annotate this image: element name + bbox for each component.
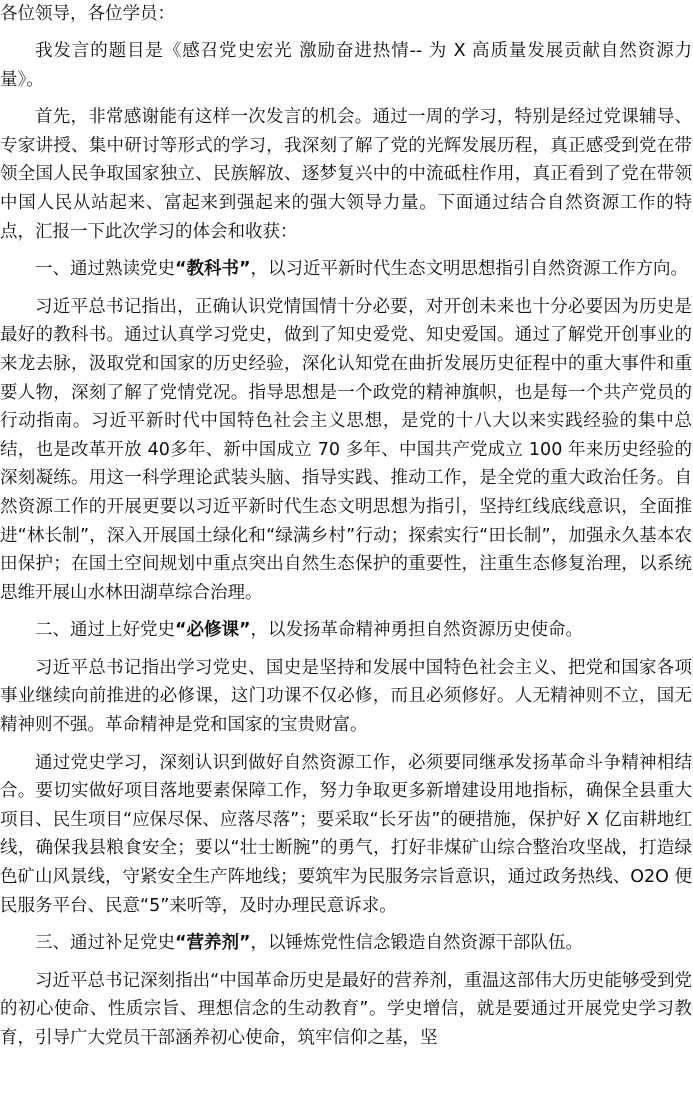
section-1-paragraph: 习近平总书记指出，正确认识党情国情十分必要，对开创未来也十分必要因为历史是最好的教科书。通过认真学习党史，做到了知史爱党、知史爱国。通过了解党开创事业的来龙去脉，汲取党和国家的历史经验，深化认知党在曲折发展历史征程中的重大事件和重要人物，深刻了解了党情党况。指导思想是一个政党的精神旗帜，也是每一个共产党员的行动指南。习近平新时代中国特色社会主义思想，是党的十八大以来实践经验的集中总结，也是改革开放 40多年、新中国成立 70 多年、中国共产党成立 100 年来历史经验的深刻凝练。用这一科学理论武装头脑、指导实践、推动工作，是全党的重大政治任务。自然资源工作的开展更要以习近平新时代生态文明思想为指引，坚持红线底线意识，全面推进“林长制”，深入开展国土绿化和“绿满乡村”行动；探索实行“田长制”，加强永久基本农田保护；在国土空间规划中重点突出自然生态保护的重要性，注重生态修复治理，以系统思维开展山水林田湖草综合治理。 (0, 296, 692, 603)
section-3-paragraph: 习近平总书记深刻指出“中国革命历史是最好的营养剂，重温这部伟大历史能够受到党的初心使命、性质宗旨、理想信念的生动教育”。学史增信，就是要通过开展党史学习教育，引导广大党员干部涵养初心使命，筑牢信仰之基，坚 (0, 970, 692, 1048)
section-1-heading-post: ，以习近平新时代生态文明思想指引自然资源工作方向。 (250, 259, 689, 280)
section-1-heading-pre: 一、通过熟读党史 (35, 259, 175, 280)
section-3-heading-pre: 三、通过补足党史 (35, 933, 175, 954)
section-1-heading-keyword: “教科书” (175, 259, 251, 280)
section-2-heading-keyword: “必修课” (175, 620, 251, 641)
section-3-heading (0, 929, 692, 958)
opening-paragraph: 首先，非常感谢能有这样一次发言的机会。通过一周的学习，特别是经过党课辅导、专家讲授、集中研讨等形式的学习，我深刻了解了党的光辉发展历程，真正感受到党在带领全国人民争取国家独立、民族解放、逐梦复兴中的中流砥柱作用，真正看到了党在带领中国人民从站起来、富起来到强起来的强大领导力量。下面通过结合自然资源工作的特点，汇报一下此次学习的体会和收获： (0, 107, 692, 242)
section-2-heading-post: ，以发扬革命精神勇担自然资源历史使命。 (250, 620, 584, 641)
section-3-heading-keyword: “营养剂” (175, 933, 251, 954)
salutation: 各位领导，各位学员： (0, 4, 175, 24)
section-2-heading-pre: 二、通过上好党史 (35, 620, 175, 641)
section-3-heading-post: ，以锤炼党性信念锻造自然资源干部队伍。 (250, 933, 584, 954)
section-2-paragraph-2: 通过党史学习，深刻认识到做好自然资源工作，必须要同继承发扬革命斗争精神相结合。要切实做好项目落地要素保障工作，努力争取更多新增建设用地指标，确保全县重大项目、民生项目“应保尽保、应落尽落”；要采取“长牙齿”的硬措施，保护好 X 亿亩耕地红线，确保我县粮食安全；要以“壮士断腕”的勇气，打好非煤矿山综合整治攻坚战，打造绿色矿山风景线，守紧安全生产阵地线；要筑牢为民服务宗旨意识，通过政务热线、O2O 便民服务平台、民意“5”来听等，及时办理民意诉求。 (0, 752, 692, 916)
intro-paragraph: 我发言的题目是《感召党史宏光 激励奋进热情-- 为 X 高质量发展贡献自然资源力量》。 (0, 41, 692, 90)
section-2-paragraph-1: 习近平总书记指出学习党史、国史是坚持和发展中国特色社会主义、把党和国家各项事业继续向前推进的必修课，这门功课不仅必修，而且必须修好。人无精神则不立，国无精神则不强。革命精神是党和国家的宝贵财富。 (0, 657, 692, 736)
section-2-heading (0, 616, 692, 645)
section-1-heading (0, 255, 692, 284)
